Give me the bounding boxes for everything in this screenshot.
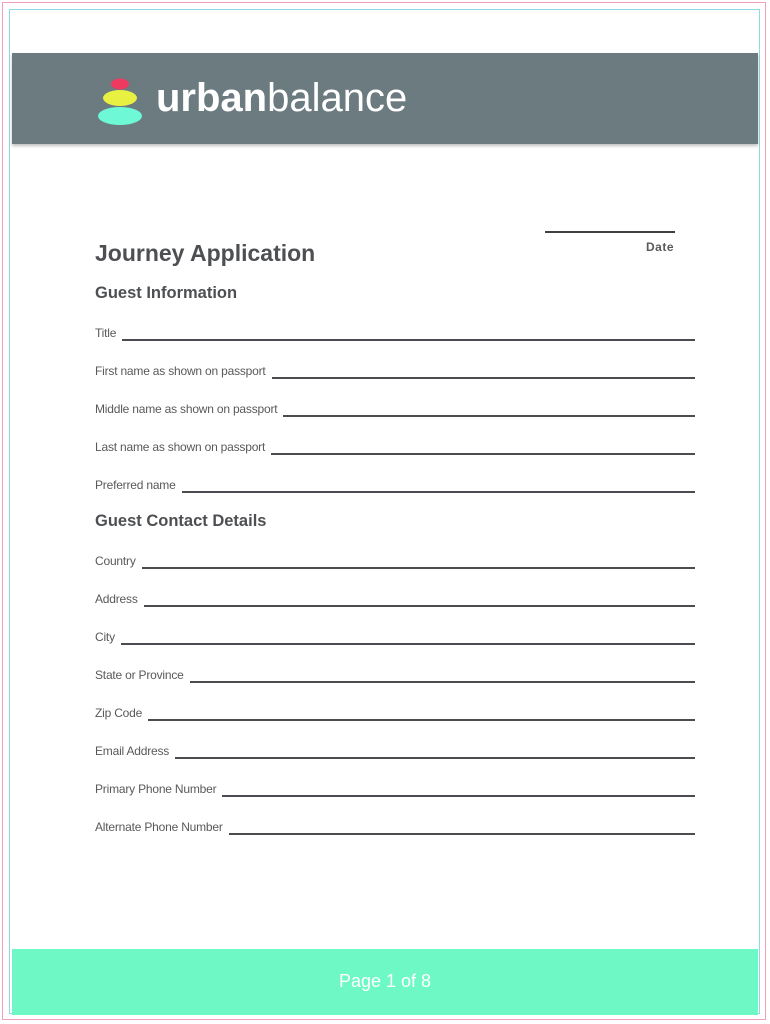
form-field-city — [95, 627, 695, 645]
preferred-name-input-line[interactable] — [182, 491, 695, 493]
brand-name-bold: urban — [156, 76, 268, 120]
field-label: Preferred name — [95, 478, 176, 492]
zip-input-line[interactable] — [148, 719, 695, 721]
form-field-last-name — [95, 437, 695, 455]
form-field-middle-name — [95, 399, 695, 417]
city-input-line[interactable] — [121, 643, 695, 645]
page-title: Journey Application — [95, 240, 316, 266]
email-input-line[interactable] — [175, 757, 695, 759]
form-field-email — [95, 741, 695, 759]
last-name-input-line[interactable] — [271, 453, 695, 455]
guest-contact-heading: Guest Contact Details — [95, 512, 267, 530]
title-input-line[interactable] — [122, 339, 695, 341]
stacked-stones-logo-icon — [96, 77, 144, 127]
form-field-country — [95, 551, 695, 569]
form-field-alternate-phone — [95, 817, 695, 835]
field-label: Email Address — [95, 744, 170, 758]
page-number: Page 1 of 8 — [338, 971, 432, 991]
field-label: State or Province — [95, 668, 184, 682]
field-label: Alternate Phone Number — [95, 820, 223, 834]
field-label: Address — [95, 592, 138, 606]
date-label: Date — [645, 240, 674, 254]
alternate-phone-input-line[interactable] — [229, 833, 695, 835]
field-label: Country — [95, 554, 136, 568]
address-input-line[interactable] — [144, 605, 695, 607]
brand-wordmark — [156, 73, 407, 123]
country-input-line[interactable] — [142, 567, 695, 569]
field-label: Last name as shown on passport — [95, 440, 266, 454]
form-field-preferred-name — [95, 475, 695, 493]
field-label: Zip Code — [95, 706, 143, 720]
form-field-address — [95, 589, 695, 607]
form-field-title — [95, 323, 695, 341]
form-field-zip — [95, 703, 695, 721]
guest-information-heading: Guest Information — [95, 284, 238, 302]
page-footer — [12, 949, 758, 1015]
field-label: Title — [95, 326, 117, 340]
brand-header — [12, 53, 758, 144]
form-field-first-name — [95, 361, 695, 379]
field-label: City — [95, 630, 115, 644]
first-name-input-line[interactable] — [272, 377, 695, 379]
form-field-primary-phone — [95, 779, 695, 797]
primary-phone-input-line[interactable] — [222, 795, 695, 797]
field-label: First name as shown on passport — [95, 364, 266, 378]
state-input-line[interactable] — [190, 681, 695, 683]
brand-name-light: balance — [267, 76, 408, 120]
field-label: Primary Phone Number — [95, 782, 217, 796]
date-input-line[interactable] — [545, 231, 675, 233]
middle-name-input-line[interactable] — [283, 415, 695, 417]
field-label: Middle name as shown on passport — [95, 402, 278, 416]
form-field-state — [95, 665, 695, 683]
